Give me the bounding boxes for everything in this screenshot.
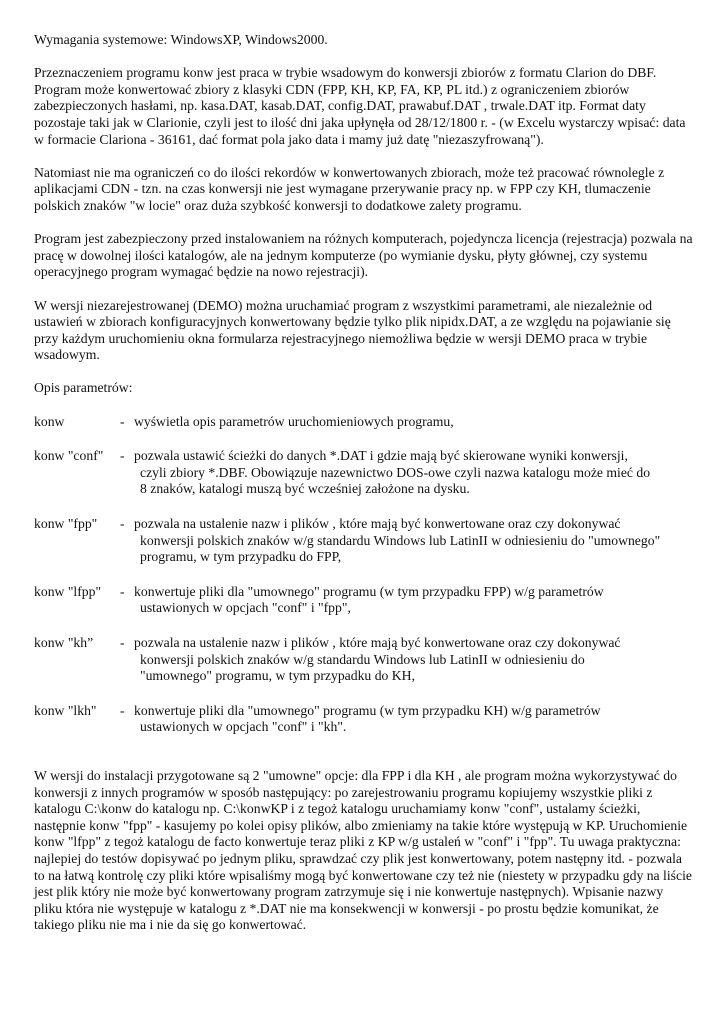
param-desc-line: konwersji polskich znaków w/g standardu Windows lub LatinII w odniesieniu do "umownego" bbox=[140, 532, 661, 548]
document-page bbox=[34, 32, 694, 951]
param-dash: - bbox=[120, 516, 125, 532]
paragraph-demo: W wersji niezarejestrowanej (DEMO) można uruchamiać program z wszystkimi parametrami, ale niezależnie od ustawień w zbiorach konfiguracyjnych konwertowany będzie tylko plik nipidx.DAT, a ze względu na pojawianie się przy każdym uruchomieniu okna formularza rejestracyjnego niemożliwa będzie w wersji DEMO praca w trybie wsadowym. bbox=[34, 297, 671, 363]
param-konw-conf bbox=[34, 448, 694, 498]
param-konw-lfpp bbox=[34, 584, 694, 617]
param-konw bbox=[34, 414, 694, 431]
param-dash: - bbox=[120, 702, 125, 718]
paragraph-limits: Natomiast nie ma ograniczeń co do ilości rekordów w konwertowanych zbiorach, może też pracować równolegle z aplikacjami CDN - tzn. na czas konwersji nie jest wymagane przerywanie pracy np. w FPP czy KH, tlumaczenie polskich znaków "w locie" oraz duża szybkość konwersji to dodatkowe zalety programu. bbox=[34, 164, 665, 213]
param-desc-line: wyświetla opis parametrów uruchomieniowych programu, bbox=[134, 413, 454, 429]
param-desc-line: ustawionych w opcjach "conf" i "fpp", bbox=[140, 600, 351, 616]
param-konw-lkh bbox=[34, 703, 694, 736]
param-desc-line: programu, w tym przypadku do FPP, bbox=[140, 549, 342, 565]
param-desc-line: pozwala na ustalenie nazw i plików , które mają być konwertowane oraz czy dokonywać bbox=[134, 516, 621, 532]
param-description bbox=[134, 703, 694, 736]
param-dash: - bbox=[120, 448, 125, 464]
param-description bbox=[134, 584, 694, 617]
param-name: konw "lfpp" bbox=[34, 583, 102, 599]
paragraph-other-programs: W wersji do instalacji przygotowane są 2 "umowne" opcje: dla FPP i dla KH , ale program można wykorzystywać do konwersji z innych programów w sposób następujący: po zarejestrowaniu programu kopiujemy wszystkie pliki z katalogu C:\konw do katalogu np. C:\konwKP i z tegoż katalogu uruchamiamy konw "conf", ustalamy ścieżki, następnie konw "fpp" - kasujemy po kolei opisy plików, albo zmieniamy na takie które występują w KP. Uruchomienie konw "lfpp" z tegoż katalogu de facto konwertuje teraz pliki z KP w/g ustaleń w "conf" i "fpp". Tu uwaga praktyczna: najlepiej do testów dopisywać po jednym pliku, sprawdzać czy plik jest konwertowany, potem następny itd. - pozwala to na łatwą kontrolę czy pliki które wpisaliśmy mogą być konwertowane czy też nie (niestety w przypadku gdy na liście jest plik który nie może być konwertowany program zatrzymuje się i nie konwertuje następnych). Wpisanie nazwy pliku która nie występuje w katalogu z *.DAT nie ma konsekwencji w konwersji - po prostu będzie komunikat, że takiego pliku nie ma i nie da się go konwertować. bbox=[34, 767, 692, 933]
params-heading: Opis parametrów: bbox=[34, 380, 133, 396]
param-dash: - bbox=[120, 583, 125, 599]
param-name: konw bbox=[34, 413, 65, 429]
param-dash: - bbox=[120, 635, 125, 650]
param-desc-line: "umownego" programu, w tym przypadku do KH, bbox=[140, 668, 415, 684]
param-desc-line: pozwala na ustalenie nazw i plików , które mają być konwertowane oraz czy dokonywać bbox=[134, 635, 621, 650]
param-description bbox=[134, 448, 694, 498]
param-description bbox=[134, 516, 694, 566]
param-dash: - bbox=[120, 413, 125, 429]
param-desc-line: konwertuje pliki dla "umownego" programu (w tym przypadku FPP) w/g parametrów bbox=[134, 583, 604, 599]
param-name: konw "lkh" bbox=[34, 702, 97, 718]
paragraph-protection: Program jest zabezpieczony przed instalowaniem na różnych komputerach, pojedyncza licencja (rejestracja) pozwala na pracę w dowolnej ilości katalogów, ale na jednym komputerze (po wymianie dysku, płyty głównej, czy systemu operacyjnego program wymagać będzie na nowo rejestracji). bbox=[34, 231, 693, 280]
system-requirements: Wymagania systemowe: WindowsXP, Windows2000. bbox=[34, 32, 328, 47]
param-desc-line: czyli zbiory *.DBF. Obowiązuje nazewnictwo DOS-owe czyli nazwa katalogu może mieć do bbox=[140, 464, 651, 480]
param-name: konw "kh” bbox=[34, 635, 94, 650]
param-konw-kh bbox=[34, 635, 694, 685]
param-name: konw "fpp" bbox=[34, 516, 98, 532]
param-name: konw "conf" bbox=[34, 448, 104, 464]
param-desc-line: konwertuje pliki dla "umownego" programu (w tym przypadku KH) w/g parametrów bbox=[134, 702, 601, 718]
spacer bbox=[34, 754, 694, 768]
paragraph-purpose: Przeznaczeniem programu konw jest praca w trybie wsadowym do konwersji zbiorów z formatu Clarion do DBF. Program może konwertować zbiory z klasyki CDN (FPP, KH, KP, FA, KP, PL itd.) z ograniczeniem zbiorów zabezpieczonych hasłami, np. kasa.DAT, kasab.DAT, config.DAT, prawabuf.DAT , trwale.DAT itp. Format daty pozostaje taki jak w Clarionie, czyli jest to ilość dni jaka upłynęła od 28/12/1800 r. - (w Excelu wystarczy wpisać: data w formacie Clariona - 36161, dać format pola jako data i mamy już datę "niezaszyfrowaną"). bbox=[34, 65, 686, 147]
param-desc-line: pozwala ustawić ścieżki do danych *.DAT i gdzie mają być skierowane wyniki konwersji, bbox=[134, 448, 628, 464]
param-desc-line: ustawionych w opcjach "conf" i "kh". bbox=[140, 719, 347, 735]
param-description bbox=[134, 414, 694, 431]
param-desc-line: 8 znaków, katalogi muszą być wcześniej założone na dysku. bbox=[140, 481, 470, 497]
param-konw-fpp bbox=[34, 516, 694, 566]
param-description bbox=[134, 635, 694, 685]
param-desc-line: konwersji polskich znaków w/g standardu Windows lub LatinII w odniesieniu do bbox=[140, 651, 585, 667]
